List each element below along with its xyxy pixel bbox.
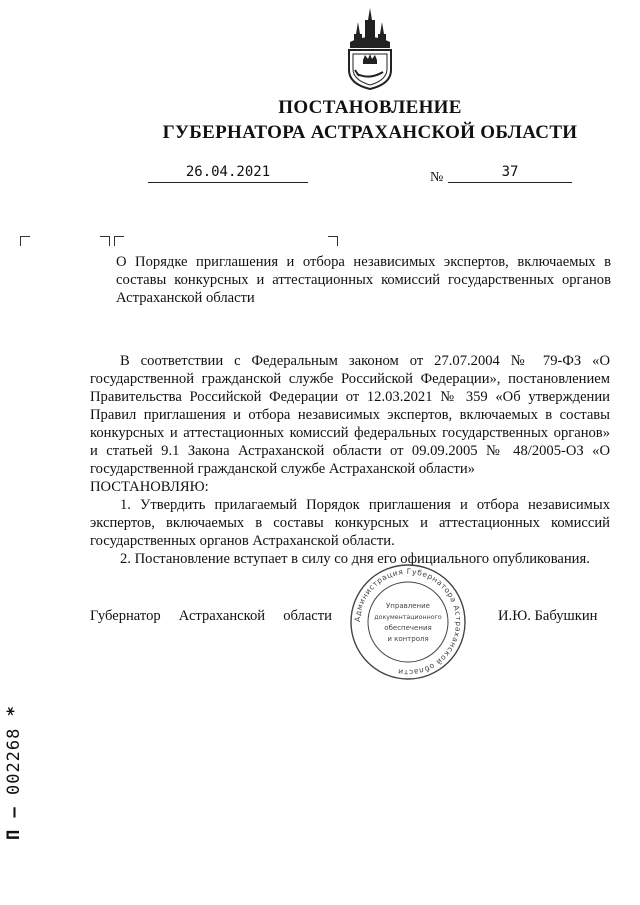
side-code-prefix: П – bbox=[4, 806, 24, 840]
side-code-mark: * bbox=[4, 705, 24, 717]
document-body bbox=[90, 352, 610, 568]
decree-word: ПОСТАНОВЛЯЮ: bbox=[90, 479, 209, 495]
corner-mark-left bbox=[20, 236, 30, 246]
side-code-number: 002268 bbox=[4, 727, 24, 796]
corner-mark-subject-start bbox=[100, 236, 110, 246]
stamp-center-line: и контроля bbox=[387, 635, 429, 643]
signatory-name: И.Ю. Бабушкин bbox=[498, 608, 598, 624]
decree-item-1: 1. Утвердить прилагаемый Порядок приглашения и отбора независимых экспертов, включаемых в составы конкурсных и аттестационных комиссий государственных органов Астраханской области. bbox=[90, 497, 610, 549]
stamp-center-line: Управление bbox=[386, 602, 430, 610]
decree-item-2: 2. Постановление вступает в силу со дня его официального опубликования. bbox=[120, 551, 590, 567]
corner-mark-subject-start-2 bbox=[114, 236, 124, 246]
position-word: области bbox=[283, 608, 332, 624]
position-word: Астраханской bbox=[178, 608, 266, 624]
svg-text:Администрация Губернатора Астр bbox=[353, 567, 463, 677]
signatory-position bbox=[90, 608, 332, 625]
stamp-ring-text: Администрация Губернатора Астраханской области bbox=[352, 566, 464, 678]
official-stamp bbox=[348, 562, 468, 682]
number-sign: № bbox=[430, 170, 444, 185]
document-subject: О Порядке приглашения и отбора независимых экспертов, включаемых в составы конкурсных и аттестационных комиссий государственных органов Астраханской области bbox=[116, 254, 611, 306]
document-issuer: ГУБЕРНАТОРА АСТРАХАНСКОЙ ОБЛАСТИ bbox=[162, 122, 578, 143]
stamp-center-line: документационного bbox=[374, 614, 442, 621]
coat-of-arms-emblem bbox=[345, 8, 395, 90]
stamp-center-line: обеспечения bbox=[384, 624, 432, 632]
corner-mark-subject-end bbox=[328, 236, 338, 246]
document-title: ПОСТАНОВЛЕНИЕ bbox=[278, 97, 462, 118]
document-number: 37 bbox=[448, 164, 572, 183]
position-word: Губернатор bbox=[90, 608, 161, 624]
side-registration-code bbox=[4, 705, 24, 840]
preamble-paragraph: В соответствии с Федеральным законом от 27.07.2004 № 79-ФЗ «О государственной гражданской службе Российской Федерации», постановлением Правительства Российской Федерации от 12.03.2021 № 359 «Об утверждении Правил приглашения и отбора независимых экспертов, включаемых в составы конкурсных и аттестационных комиссий федеральных государственных органов» и статьей 9.1 Закона Астраханской области от 09.09.2005 № 48/2005-ОЗ «О государственной гражданской службе Астраханской области» bbox=[90, 353, 610, 477]
document-date: 26.04.2021 bbox=[148, 164, 308, 183]
